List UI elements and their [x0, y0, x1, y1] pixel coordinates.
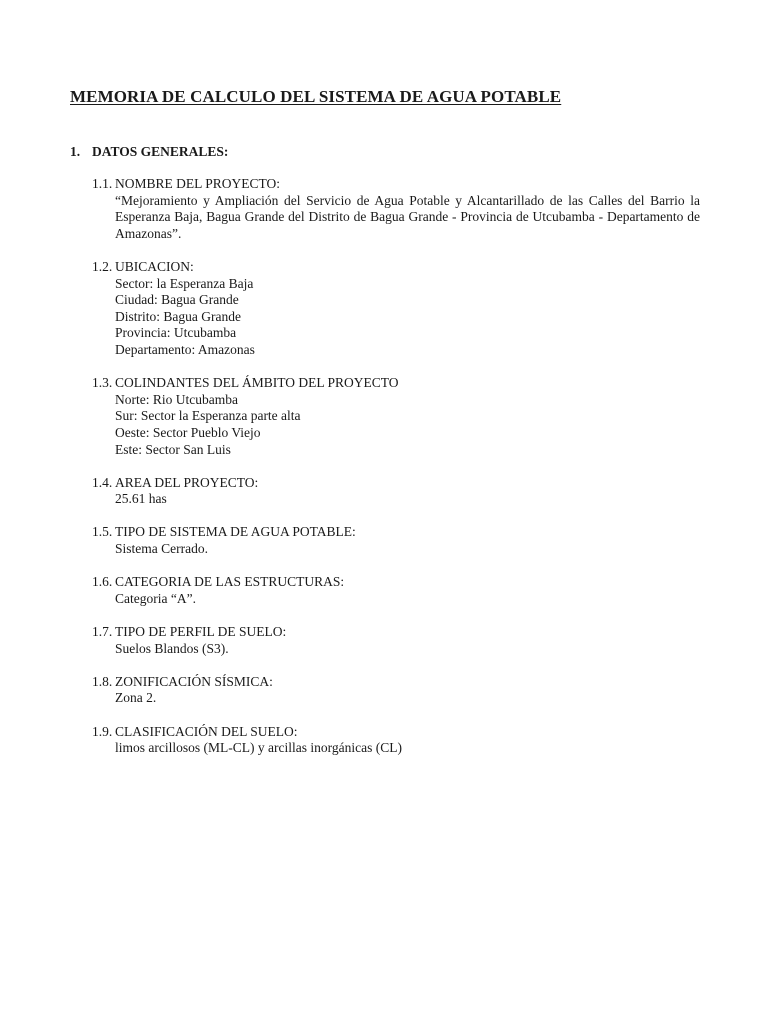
item-number: 1.5. — [92, 524, 113, 540]
item-line: Sector: la Esperanza Baja — [115, 275, 254, 291]
item-ubicacion — [92, 259, 700, 359]
section-heading-text: DATOS GENERALES: — [92, 144, 229, 159]
item-heading: CATEGORIA DE LAS ESTRUCTURAS: — [115, 574, 345, 590]
section-number: 1. — [70, 144, 81, 159]
item-heading: CLASIFICACIÓN DEL SUELO: — [115, 723, 298, 739]
item-colindantes — [92, 375, 700, 458]
item-line: Suelos Blandos (S3). — [115, 640, 229, 656]
item-line: 25.61 has — [115, 491, 167, 507]
item-line: Zona 2. — [115, 690, 157, 706]
item-line: Sistema Cerrado. — [115, 541, 208, 557]
item-area — [92, 475, 700, 508]
item-number: 1.3. — [92, 375, 113, 391]
item-heading: COLINDANTES DEL ÁMBITO DEL PROYECTO — [115, 375, 399, 391]
item-line: Provincia: Utcubamba — [115, 325, 237, 341]
item-number: 1.2. — [92, 258, 113, 274]
item-line: Distrito: Bagua Grande — [115, 308, 241, 324]
item-number: 1.4. — [92, 474, 113, 490]
item-line: Norte: Rio Utcubamba — [115, 391, 238, 407]
item-number: 1.6. — [92, 574, 113, 590]
item-heading: ZONIFICACIÓN SÍSMICA: — [115, 673, 273, 689]
item-categoria — [92, 574, 700, 607]
item-tipo-sistema — [92, 524, 700, 557]
item-number: 1.9. — [92, 723, 113, 739]
item-zonificacion — [92, 674, 700, 707]
item-heading: TIPO DE PERFIL DE SUELO: — [115, 624, 287, 640]
item-heading: NOMBRE DEL PROYECTO: — [115, 176, 281, 191]
item-heading: UBICACION: — [115, 258, 194, 274]
item-number: 1.8. — [92, 673, 113, 689]
item-heading: TIPO DE SISTEMA DE AGUA POTABLE: — [115, 524, 356, 540]
item-list — [92, 176, 700, 773]
item-paragraph: “Mejoramiento y Ampliación del Servicio de Agua Potable y Alcantarillado de las Calles del Barrio la Esperanza Baja, Bagua Grande del Distrito de Bagua Grande - Provincia de Utcubamba - Departamento de Amazonas”. — [115, 192, 700, 241]
item-line: Categoria “A”. — [115, 590, 196, 606]
item-number: 1.7. — [92, 624, 113, 640]
item-number: 1.1. — [92, 176, 113, 191]
item-heading: AREA DEL PROYECTO: — [115, 474, 259, 490]
item-line: Oeste: Sector Pueblo Viejo — [115, 424, 261, 440]
item-line: Departamento: Amazonas — [115, 341, 255, 357]
item-nombre-proyecto — [92, 176, 700, 242]
document-title: MEMORIA DE CALCULO DEL SISTEMA DE AGUA POTABLE — [70, 87, 562, 106]
item-clasificacion — [92, 724, 700, 757]
item-perfil-suelo — [92, 624, 700, 657]
item-line: Ciudad: Bagua Grande — [115, 292, 239, 308]
item-line: limos arcillosos (ML-CL) y arcillas inorgánicas (CL) — [115, 740, 402, 756]
item-line: Sur: Sector la Esperanza parte alta — [115, 408, 301, 424]
section-heading — [70, 144, 228, 160]
item-line: Este: Sector San Luis — [115, 441, 231, 457]
